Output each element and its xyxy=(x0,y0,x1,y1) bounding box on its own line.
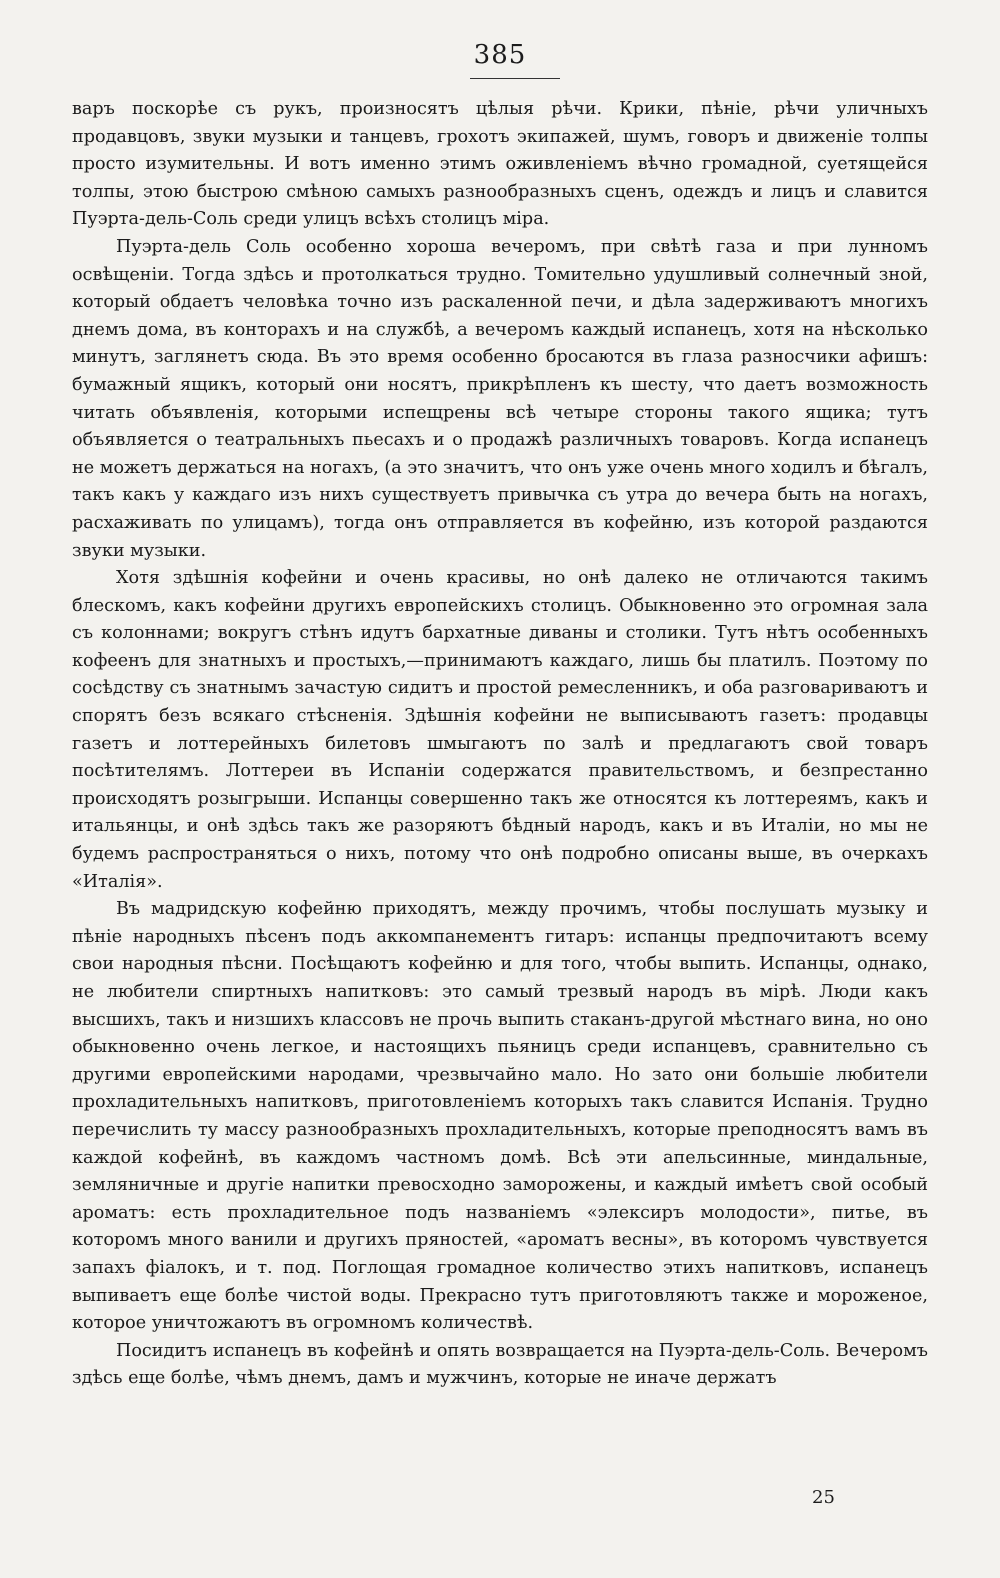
paragraph-2: Пуэрта-дель Соль особенно хороша вечеромъ, при свѣтѣ газа и при лунномъ освѣщеніи. Тогда здѣсь и протолкаться трудно. Томительно удушливый солнечный зной, который обдаетъ человѣка точно изъ раскаленной печи, и дѣла задерживаютъ многихъ днемъ дома, въ конторахъ и на службѣ, а вечеромъ каждый испанецъ, хотя на нѣсколько минутъ, заглянетъ сюда. Въ это время особенно бросаются въ глаза разносчики афишъ: бумажный ящикъ, который они носятъ, прикрѣпленъ къ шесту, что даетъ возможность читать объявленія, которыми испещрены всѣ четыре стороны такого ящика; тутъ объявляется о театральныхъ пьесахъ и о продажѣ различныхъ товаровъ. Когда испанецъ не можетъ держаться на ногахъ, (а это значитъ, что онъ уже очень много ходилъ и бѣгалъ, такъ какъ у каждаго изъ нихъ существуетъ привычка съ утра до вечера быть на ногахъ, расхаживать по улицамъ), тогда онъ отправляется въ кофейню, изъ которой раздаются звуки музыки. xyxy=(72,236,928,561)
page-number: 385 xyxy=(473,40,527,70)
signature-mark: 25 xyxy=(812,1487,835,1508)
paragraph-4: Въ мадридскую кофейню приходятъ, между прочимъ, чтобы послушать музыку и пѣніе народныхъ пѣсенъ подъ аккомпанементъ гитаръ: испанцы предпочитаютъ всему свои народныя пѣсни. Посѣщаютъ кофейню и для того, чтобы выпить. Испанцы, однако, не любители спиртныхъ напитковъ: это самый трезвый народъ въ мірѣ. Люди какъ высшихъ, такъ и низшихъ классовъ не прочь выпить стаканъ-другой мѣстнаго вина, но оно обыкновенно очень легкое, и настоящихъ пьяницъ среди испанцевъ, сравнительно съ другими европейскими народами, чрезвычайно мало. Но зато они большіе любители прохладительныхъ напитковъ, приготовленіемъ которыхъ такъ славится Испанія. Трудно перечислить ту массу разнообразныхъ прохладительныхъ, которые преподносятъ вамъ въ каждой кофейнѣ, въ каждомъ частномъ домѣ. Всѣ эти апельсинные, миндальные, земляничные и другіе напитки превосходно заморожены, и каждый имѣетъ свой особый ароматъ: есть прохладительное подъ названіемъ «элексиръ молодости», питье, въ которомъ много ванили и другихъ пряностей, «ароматъ весны», въ которомъ чувствуется запахъ фіалокъ, и т. под. Поглощая громадное количество этихъ напитковъ, испанецъ выпиваетъ еще болѣе чистой воды. Прекрасно тутъ приготовляютъ также и мороженое, которое уничтожаютъ въ огромномъ количествѣ. xyxy=(72,899,928,1334)
paragraph-1: варъ поскорѣе съ рукъ, произносятъ цѣлыя рѣчи. Крики, пѣніе, рѣчи уличныхъ продавцовъ, звуки музыки и танцевъ, грохотъ экипажей, шумъ, говоръ и движеніе толпы просто изумительны. И вотъ именно этимъ оживленіемъ вѣчно громадной, суетящейся толпы, этою быстрою смѣною самыхъ разнообразныхъ сценъ, одеждъ и лицъ и славится Пуэрта-дель-Соль среди улицъ всѣхъ столицъ міра. xyxy=(72,99,928,230)
paragraph-3: Хотя здѣшнія кофейни и очень красивы, но онѣ далеко не отличаются такимъ блескомъ, какъ кофейни другихъ европейскихъ столицъ. Обыкновенно это огромная зала съ колоннами; вокругъ стѣнъ идутъ бархатные диваны и столики. Тутъ нѣтъ особенныхъ кофеенъ для знатныхъ и простыхъ,—принимаютъ каждаго, лишь бы платилъ. Поэтому по сосѣдству съ знатнымъ зачастую сидитъ и простой ремесленникъ, и оба разговариваютъ и спорятъ безъ всякаго стѣсненія. Здѣшнія кофейни не выписываютъ газетъ: продавцы газетъ и лоттерейныхъ билетовъ шмыгаютъ по залѣ и предлагаютъ свой товаръ посѣтителямъ. Лоттереи въ Испаніи содержатся правительствомъ, и безпрестанно происходятъ розыгрыши. Испанцы совершенно такъ же относятся къ лоттереямъ, какъ и итальянцы, и онѣ здѣсь такъ же разоряютъ бѣдный народъ, какъ и въ Италіи, но мы не будемъ распространяться о нихъ, потому что онѣ подробно описаны выше, въ очеркахъ «Италія». xyxy=(72,568,928,892)
header-rule xyxy=(470,78,560,79)
body-text xyxy=(72,96,928,1393)
paragraph-5: Посидитъ испанецъ въ кофейнѣ и опять возвращается на Пуэрта-дель-Соль. Вечеромъ здѣсь еще болѣе, чѣмъ днемъ, дамъ и мужчинъ, которые не иначе держатъ xyxy=(72,1340,928,1389)
